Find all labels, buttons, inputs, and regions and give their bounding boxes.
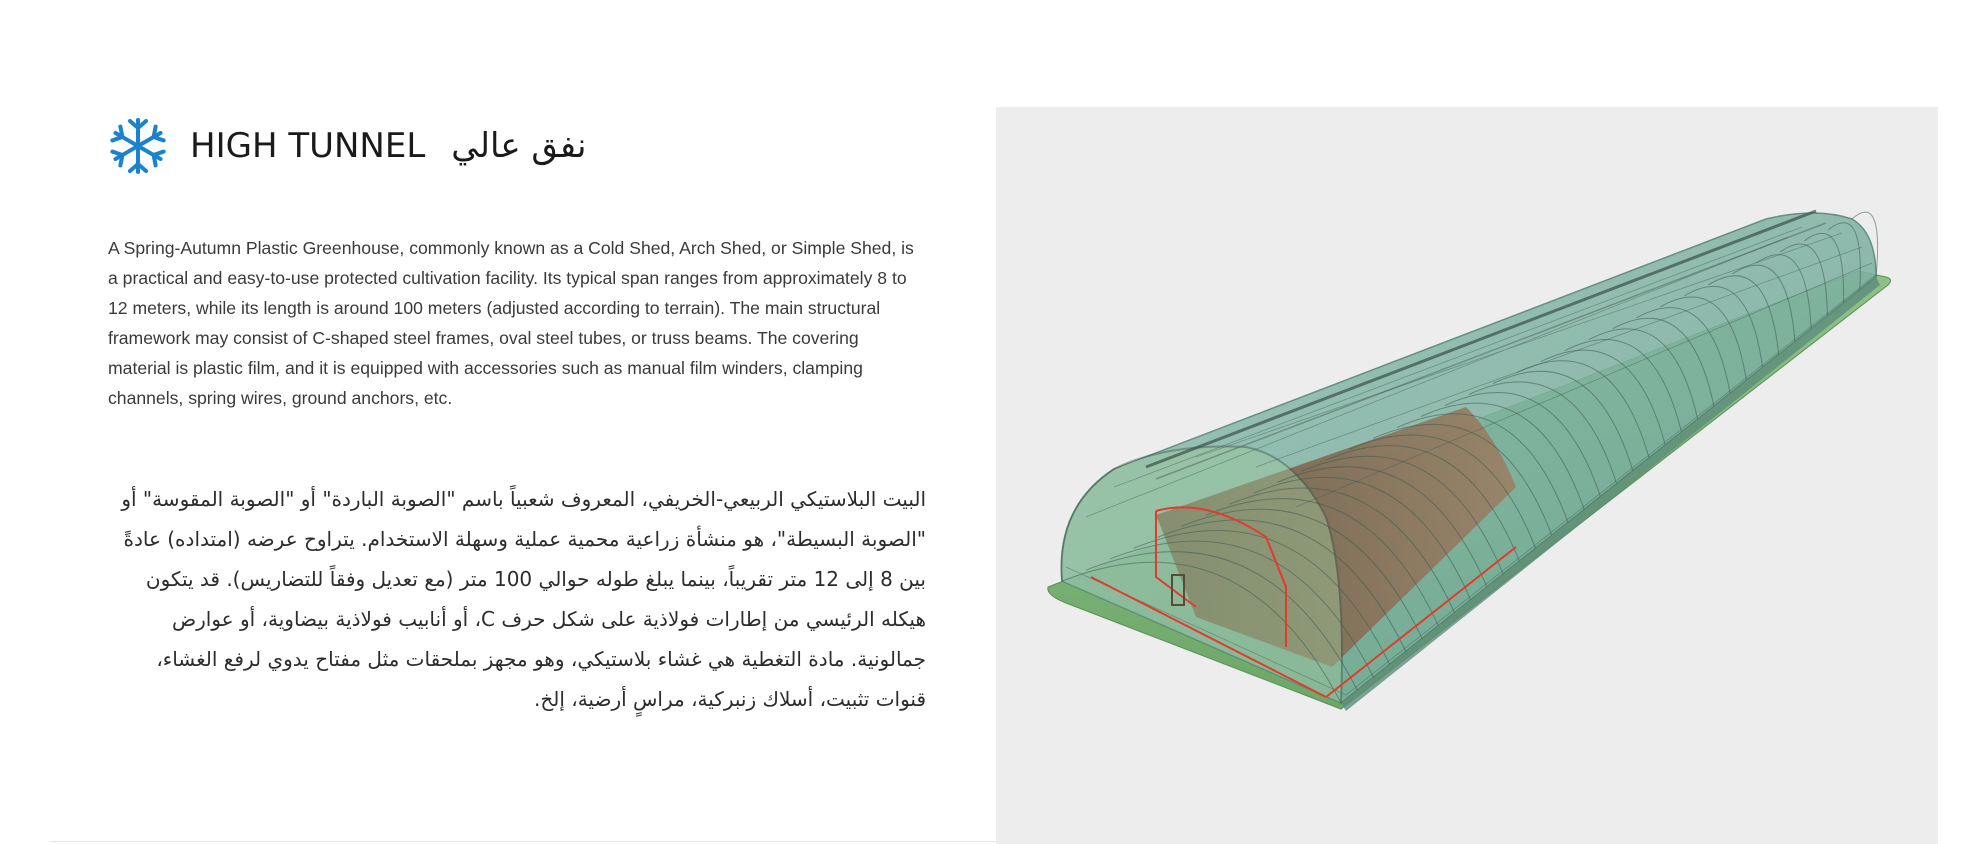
text-column (108, 107, 928, 719)
description-arabic: البيت البلاستيكي الربيعي-الخريفي، المعروف شعبياً باسم "الصوبة الباردة" أو "الصوبة المقوسة" أو "الصوبة البسيطة"، هو منشأة زراعية محمية عملية وسهلة الاستخدام. يتراوح عرضه (امتداده) عادةً بين 8 إلى 12 متر تقريباً، بينما يبلغ طوله حوالي 100 متر (مع تعديل وفقاً للتضاريس). قد يتكون هيكله الرئيسي من إطارات فولاذية على شكل حرف C، أو أنابيب فولاذية بيضاوية، أو عوارض جمالونية. مادة التغطية هي غشاء بلاستيكي، وهو مجهز بملحقات مثل مفتاح يدوي لرفع الغشاء، قنوات تثبيت، أسلاك زنبركية، مراسٍ أرضية، إلخ. (121, 487, 926, 711)
page-title: HIGH TUNNEL (190, 126, 426, 166)
snowflake-icon (108, 116, 168, 176)
bottom-divider (50, 841, 996, 842)
greenhouse-illustration (996, 107, 1938, 844)
description-english: A Spring-Autumn Plastic Greenhouse, commonly known as a Cold Shed, Arch Shed, or Simple Shed, is a practical and easy-to-use protected cultivation facility. Its typical span ranges from approximately 8 to 12 meters, while its length is around 100 meters (adjusted according to terrain). The main structural framework may consist of C-shaped steel frames, oval steel tubes, or truss beams. The covering material is plastic film, and it is equipped with accessories such as manual film winders, clamping channels, spring wires, ground anchors, etc. (108, 238, 914, 408)
front-arch-frame (1061, 446, 1342, 703)
illustration-panel (996, 107, 1938, 844)
page-title-arabic: نفق عالي (451, 126, 587, 166)
title-row (108, 107, 928, 185)
